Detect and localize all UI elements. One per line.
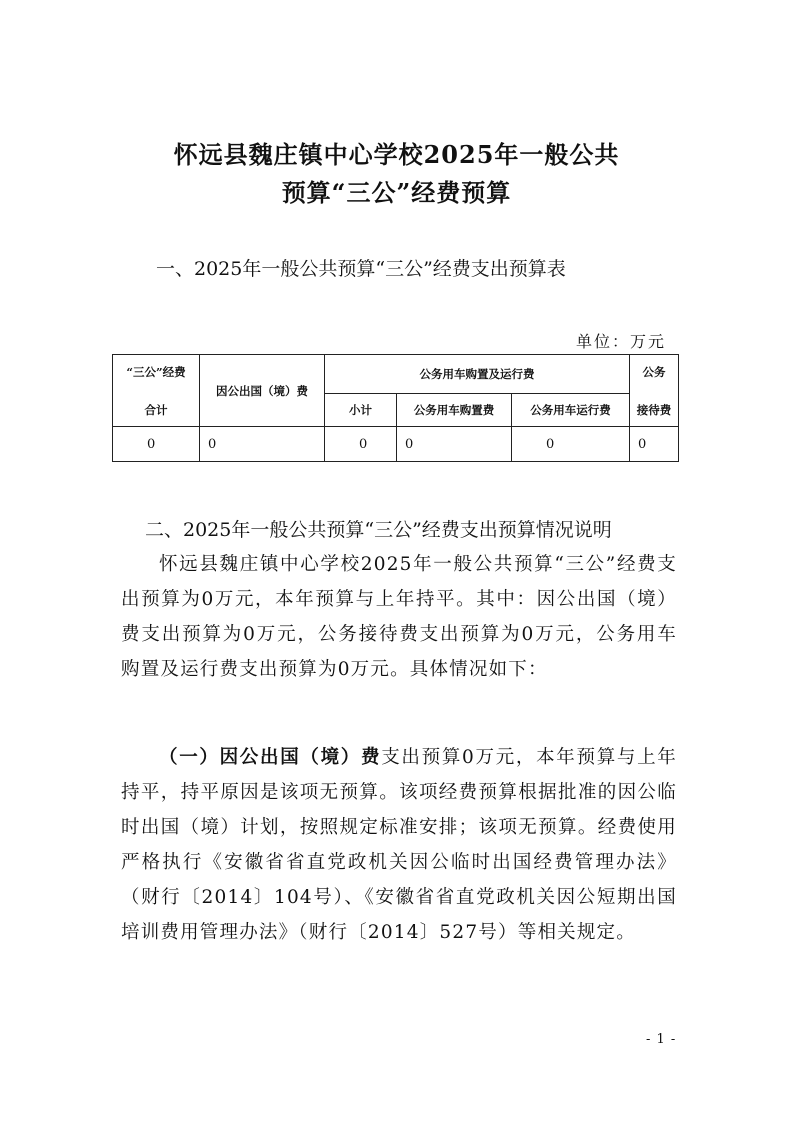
header-vehicle-operation: 公务用车运行费 (512, 394, 630, 427)
unit-label: 单位：万元 (576, 332, 667, 351)
cell-vehicle-purchase: 0 (397, 427, 512, 462)
header-total (113, 355, 200, 427)
cell-reception: 0 (630, 427, 679, 462)
header-total-top: “三公”经费 (126, 364, 186, 379)
budget-table (112, 354, 679, 462)
header-subtotal: 小计 (325, 394, 397, 427)
section-1-heading: 一、2025年一般公共预算“三公”经费支出预算表 (156, 258, 566, 280)
header-reception-top: 公务 (642, 364, 666, 379)
document-title-line-1: 怀远县魏庄镇中心学校2025年一般公共 (173, 140, 620, 169)
cell-total: 0 (113, 427, 200, 462)
document-title-line-2: 预算“三公”经费预算 (281, 178, 512, 207)
paragraph-overseas (121, 740, 677, 950)
header-vehicle-group: 公务用车购置及运行费 (325, 355, 630, 394)
table-row (113, 427, 679, 462)
section-2-heading: 二、2025年一般公共预算“三公”经费支出预算情况说明 (145, 519, 612, 541)
header-overseas: 因公出国（境）费 (200, 355, 325, 427)
header-reception (630, 355, 679, 427)
table-header-row (113, 355, 679, 394)
cell-subtotal: 0 (325, 427, 397, 462)
paragraph-summary: 怀远县魏庄镇中心学校2025年一般公共预算“三公”经费支出预算为0万元，本年预算与上年持平。其中：因公出国（境）费支出预算为0万元，公务接待费支出预算为0万元，公务用车购置及运行费支出预算为0万元。具体情况如下： (121, 554, 677, 680)
paragraph-overseas-body: 支出预算0万元，本年预算与上年持平，持平原因是该项无预算。该项经费预算根据批准的因公临时出国（境）计划，按照规定标准安排；该项无预算。经费使用严格执行《安徽省省直党政机关因公临时出国经费管理办法》（财行〔2014〕104号）、《安徽省省直党政机关因公短期出国培训费用管理办法》（财行〔2014〕527号）等相关规定。 (121, 747, 677, 943)
header-vehicle-purchase: 公务用车购置费 (397, 394, 512, 427)
page-number: - 1 - (646, 1032, 677, 1047)
cell-overseas: 0 (200, 427, 325, 462)
header-reception-bottom: 接待费 (636, 402, 672, 417)
header-total-bottom: 合计 (144, 402, 168, 417)
cell-vehicle-operation: 0 (512, 427, 630, 462)
paragraph-overseas-lead: （一）因公出国（境）费 (159, 747, 382, 768)
